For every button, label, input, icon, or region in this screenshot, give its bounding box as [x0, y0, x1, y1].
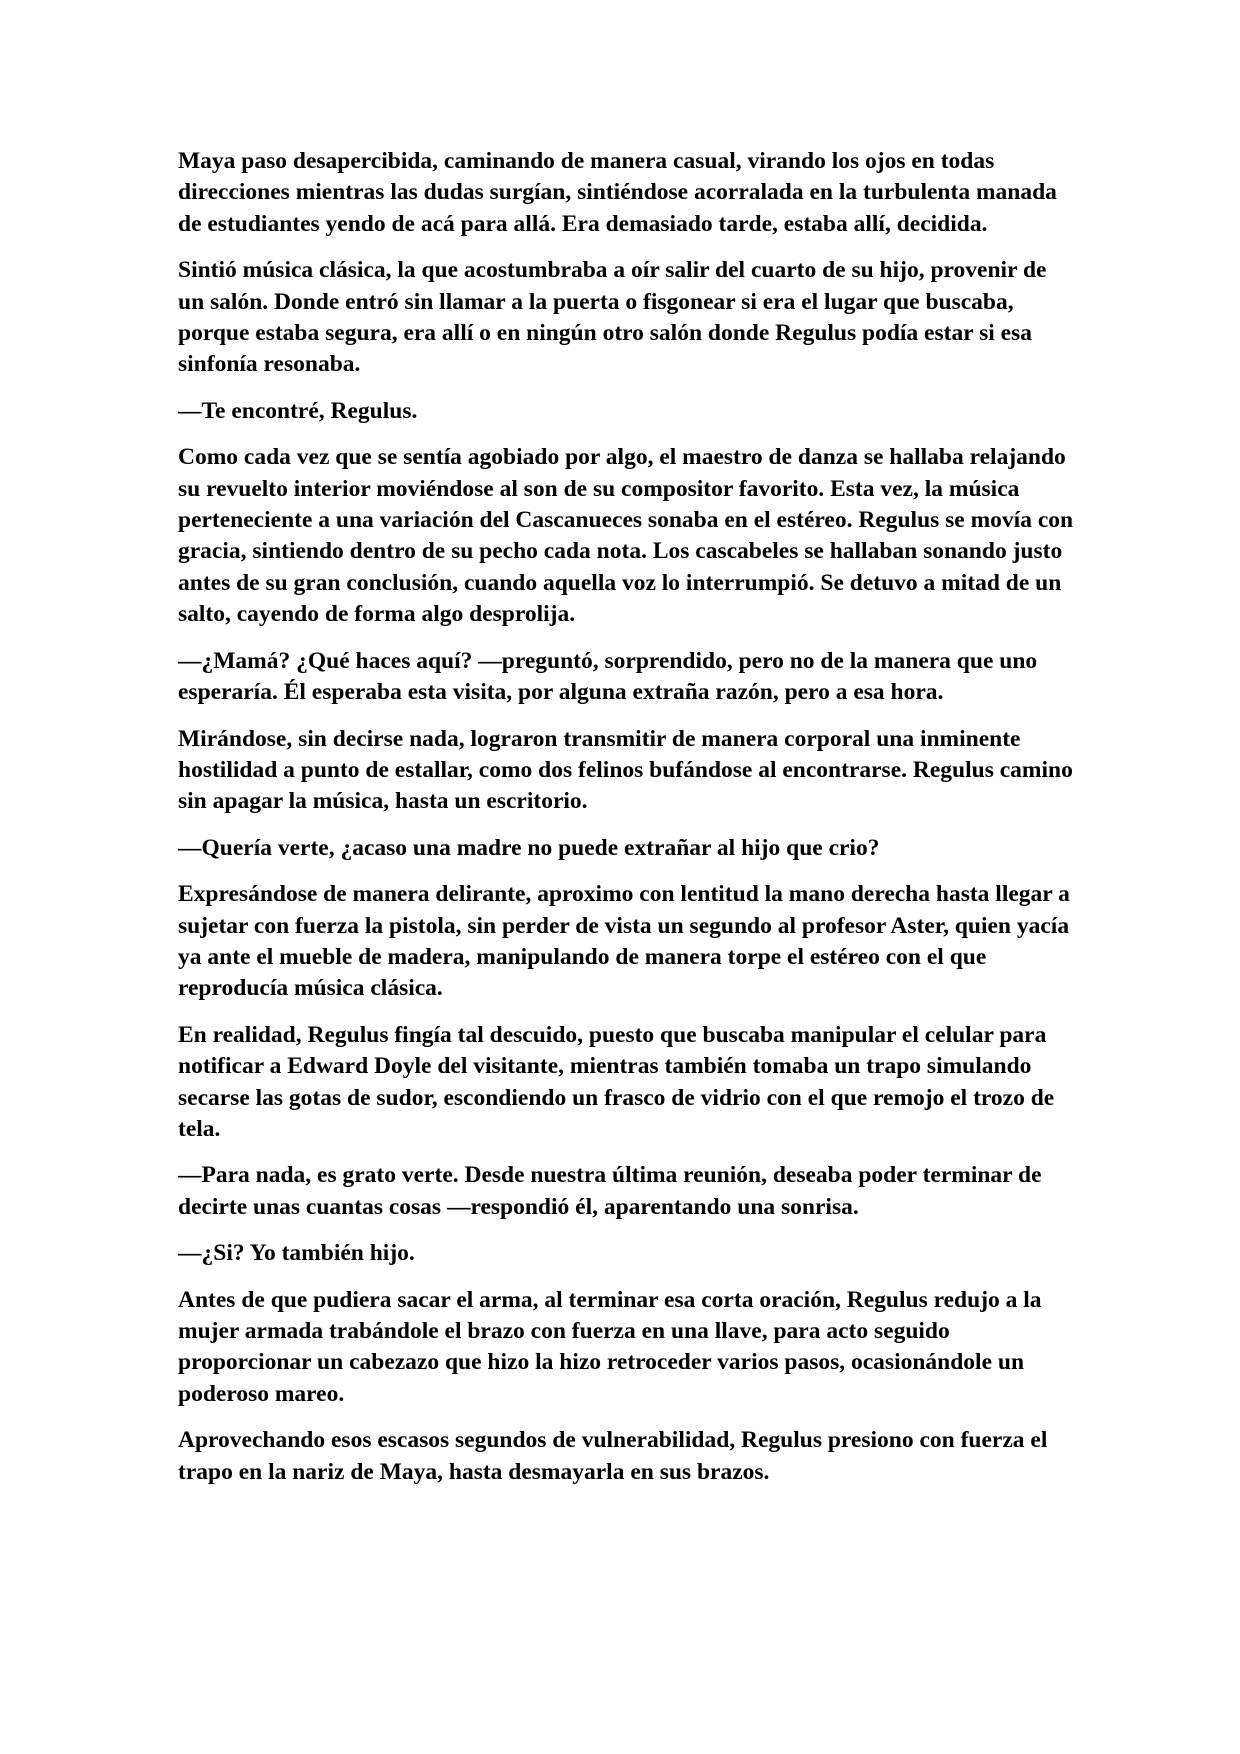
document-body: [178, 146, 1078, 1503]
paragraph-1: Maya paso desapercibida, caminando de manera casual, virando los ojos en todas direcciones mientras las dudas surgían, sintiéndose acorralada en la turbulenta manada de estudiantes yendo de acá para allá. Era demasiado tarde, estaba allí, decidida.: [178, 148, 1057, 237]
paragraph-2: Sintió música clásica, la que acostumbraba a oír salir del cuarto de su hijo, provenir de un salón. Donde entró sin llamar a la puerta o fisgonear si era el lugar que buscaba, porque estaba segura, era allí o en ningún otro salón donde Regulus podía estar si esa sinfonía resonaba.: [178, 257, 1047, 378]
paragraph-12: Antes de que pudiera sacar el arma, al terminar esa corta oración, Regulus redujo a la mujer armada trabándole el brazo con fuerza en una llave, para acto seguido proporcionar un cabezazo que hizo la hizo retroceder varios pasos, ocasionándole un poderoso mareo.: [178, 1286, 1042, 1407]
paragraph-3-dialogue: —Te encontré, Regulus.: [178, 397, 418, 424]
paragraph-10-dialogue: —Para nada, es grato verte. Desde nuestra última reunión, deseaba poder terminar de decirte unas cuantas cosas —respondió él, aparentando una sonrisa.: [178, 1162, 1042, 1220]
paragraph-5-dialogue: —¿Mamá? ¿Qué haces aquí? —preguntó, sorprendido, pero no de la manera que uno esperaría. Él esperaba esta visita, por alguna extraña razón, pero a esa hora.: [178, 647, 1038, 706]
paragraph-4: Como cada vez que se sentía agobiado por algo, el maestro de danza se hallaba relajando su revuelto interior moviéndose al son de su compositor favorito. Esta vez, la música perteneciente a una variación del Cascanueces sonaba en el estéreo. Regulus se movía con gracia, sintiendo dentro de su pecho cada nota. Los cascabeles se hallaban sonando justo antes de su gran conclusión, cuando aquella voz lo interrumpió. Se detuvo a mitad de un salto, cayendo de forma algo desprolija.: [178, 444, 1074, 628]
paragraph-6: Mirándose, sin decirse nada, lograron transmitir de manera corporal una inminente hostilidad a punto de estallar, como dos felinos bufándose al encontrarse. Regulus camino sin apagar la música, hasta un escritorio.: [178, 725, 1073, 815]
paragraph-11-dialogue: —¿Si? Yo también hijo.: [178, 1240, 415, 1267]
paragraph-13: Aprovechando esos escasos segundos de vulnerabilidad, Regulus presiono con fuerza el trapo en la nariz de Maya, hasta desmayarla en sus brazos.: [178, 1427, 1048, 1485]
paragraph-9: En realidad, Regulus fingía tal descuido, puesto que buscaba manipular el celular para notificar a Edward Doyle del visitante, mientras también tomaba un trapo simulando secarse las gotas de sudor, escondiendo un frasco de vidrio con el que remojo el trozo de tela.: [178, 1021, 1055, 1142]
paragraph-8: Expresándose de manera delirante, aproximo con lentitud la mano derecha hasta llegar a sujetar con fuerza la pistola, sin perder de vista un segundo al profesor Aster, quien yacía ya ante el mueble de madera, manipulando de manera torpe el estéreo con el que reproducía música clásica.: [178, 881, 1070, 1002]
paragraph-7-dialogue: —Quería verte, ¿acaso una madre no puede extrañar al hijo que crio?: [178, 834, 880, 861]
